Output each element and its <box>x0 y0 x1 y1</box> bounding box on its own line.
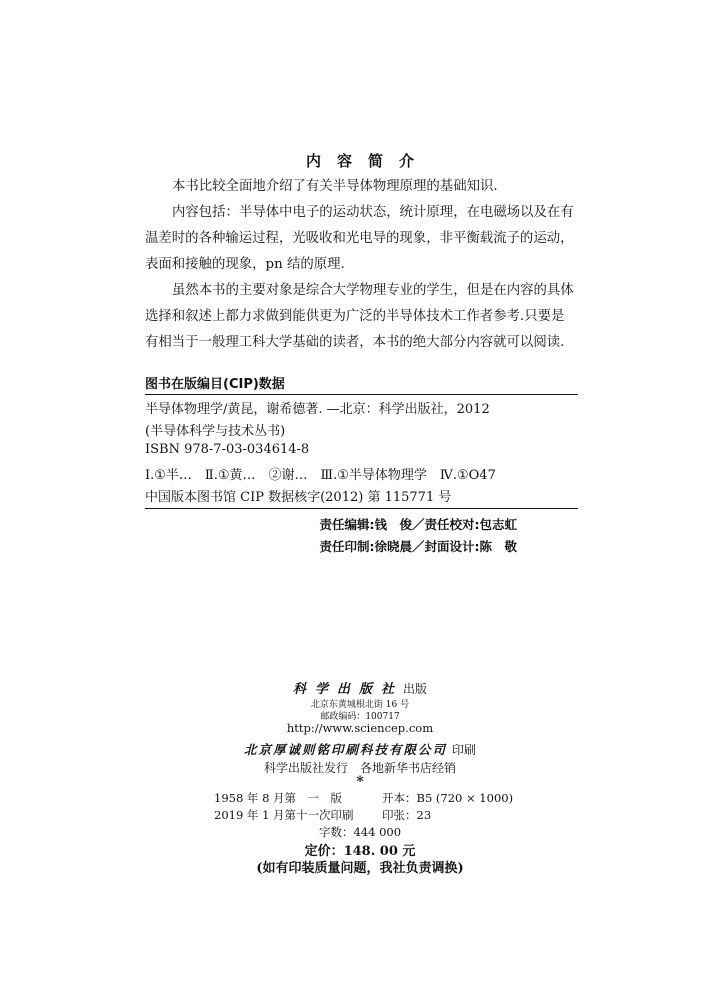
cip-line-record-number: 中国版本图书馆 CIP 数据核字(2012) 第 115771 号 <box>145 490 452 505</box>
summary-title: 内容简介 <box>305 152 430 170</box>
summary-paragraph-3: 虽然本书的主要对象是综合大学物理专业的学生，但是在内容的具体选择和叙述上都力求做到能供更为广泛的半导体技术工作者参考.只要是有相当于一般理工科大学基础的读者，本书的绝大部分内容就可以阅读. <box>145 283 574 350</box>
summary-paragraph-1: 本书比较全面地介绍了有关半导体物理原理的基础知识. <box>172 179 498 194</box>
cip-line-classification: Ⅰ.①半… Ⅱ.①黄… ②谢… Ⅲ.①半导体物理学 Ⅳ.①O47 <box>145 468 496 483</box>
price: 定价：148. 00 元 <box>304 844 416 859</box>
edition-first: 1958 年 8 月第 一 版 <box>214 791 343 805</box>
publisher-address: 北京东黄城根北街 16 号 <box>310 700 410 710</box>
publisher-url: http://www.sciencep.com <box>286 721 434 735</box>
cip-line-title: 半导体物理学/黄昆，谢希德著. —北京：科学出版社，2012 <box>145 402 490 417</box>
distribution-line: 科学出版社发行 各地新华书店经销 <box>263 761 456 775</box>
editors-line-2: 责任印制:徐晓晨／封面设计:陈 敬 <box>319 539 517 554</box>
printer-suffix: 印刷 <box>452 743 477 757</box>
printed-sheets: 印张：23 <box>382 808 432 822</box>
publisher-line <box>0 678 720 697</box>
book-format: 开本：B5 (720 × 1000) <box>382 791 514 805</box>
cip-line-series: (半导体科学与技术丛书) <box>145 424 286 439</box>
cip-line-isbn: ISBN 978-7-03-034614-8 <box>145 442 310 457</box>
quality-note: (如有印装质量问题，我社负责调换) <box>256 861 464 876</box>
printer-line <box>0 739 720 758</box>
printer-name: 北京厚诚则铭印刷科技有限公司 <box>243 742 447 757</box>
edition-latest: 2019 年 1 月第十一次印刷 <box>214 808 354 822</box>
cip-top-rule <box>145 394 578 395</box>
publisher-postcode: 邮政编码：100717 <box>320 712 400 722</box>
editors-line-1: 责任编辑:钱 俊／责任校对:包志虹 <box>319 517 517 532</box>
cip-heading: 图书在版编目(CIP)数据 <box>145 377 285 392</box>
cip-bottom-rule <box>145 508 578 509</box>
separator-star: * <box>356 774 364 790</box>
summary-paragraph-2: 内容包括：半导体中电子的运动状态，统计原理，在电磁场以及在有温差时的各种输运过程，光吸收和光电导的现象，非平衡载流子的运动，表面和接触的现象，pn 结的原理. <box>145 205 574 272</box>
publisher-name: 科学出版社 <box>292 682 403 697</box>
publisher-suffix: 出版 <box>403 682 428 696</box>
word-count: 字数：444 000 <box>318 825 402 839</box>
